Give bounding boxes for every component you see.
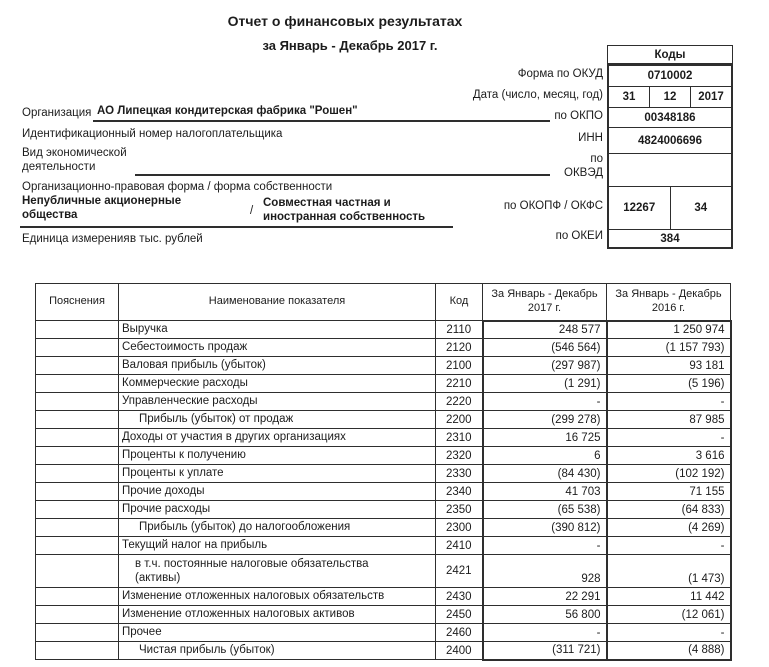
value-2016-cell: 1 250 974: [607, 321, 731, 339]
opf-value-line2: общества: [22, 209, 78, 221]
indicator-name-cell: [119, 393, 436, 411]
value-2017-cell: -: [483, 537, 607, 555]
table-row: [36, 624, 731, 642]
code-cell: 2421: [436, 555, 483, 588]
value-2017-cell: 22 291: [483, 588, 607, 606]
activity-underline: [135, 174, 550, 176]
opf-underline: [20, 226, 453, 228]
table-row: [36, 519, 731, 537]
table-row: [36, 537, 731, 555]
value-2016-cell: -: [607, 393, 731, 411]
table-row: [36, 429, 731, 447]
col-header-indicator: Наименование показателя: [119, 284, 436, 321]
label-inn: ИНН: [578, 132, 603, 144]
indicator-name: Текущий налог на прибыль: [122, 539, 268, 552]
value-2016-cell: 11 442: [607, 588, 731, 606]
table-row: [36, 339, 731, 357]
table-row: [36, 465, 731, 483]
code-cell: 2340: [436, 483, 483, 501]
explanation-cell: [36, 588, 119, 606]
table-row: [36, 642, 731, 660]
indicator-name-cell: [119, 483, 436, 501]
indicator-name: Проценты к получению: [122, 449, 246, 462]
label-organization: Организация: [22, 107, 92, 119]
value-2016-cell: (102 192): [607, 465, 731, 483]
value-2016-cell: 87 985: [607, 411, 731, 429]
organization-name: АО Липецкая кондитерская фабрика "Рошен": [97, 105, 358, 117]
explanation-cell: [36, 624, 119, 642]
code-cell: 2120: [436, 339, 483, 357]
results-table: [35, 283, 732, 661]
code-cell: 2410: [436, 537, 483, 555]
explanation-cell: [36, 501, 119, 519]
value-2016-cell: 93 181: [607, 357, 731, 375]
value-2016-cell: (4 888): [607, 642, 731, 660]
indicator-name-cell: [119, 624, 436, 642]
code-cell: 2430: [436, 588, 483, 606]
indicator-name-cell: [119, 339, 436, 357]
codes-box-header: Коды: [607, 45, 733, 64]
code-cell: 2110: [436, 321, 483, 339]
explanation-cell: [36, 519, 119, 537]
explanation-cell: [36, 447, 119, 465]
value-2016-cell: (1 157 793): [607, 339, 731, 357]
value-2016-cell: (5 196): [607, 375, 731, 393]
label-activity-line2: деятельности: [22, 161, 96, 173]
indicator-name: Чистая прибыль (убыток): [139, 644, 275, 657]
label-date: Дата (число, месяц, год): [472, 89, 603, 101]
value-2017-cell: (546 564): [483, 339, 607, 357]
codes-box-values: [607, 64, 733, 249]
label-unit: Единица измерения:: [22, 233, 133, 245]
explanation-cell: [36, 339, 119, 357]
table-body: [36, 321, 731, 660]
indicator-name-cell: [119, 375, 436, 393]
indicator-name: Прочее: [122, 626, 162, 639]
explanation-cell: [36, 357, 119, 375]
date-month-value: 12: [650, 87, 691, 107]
value-2017-cell: 56 800: [483, 606, 607, 624]
report-period-subtitle: за Январь - Декабрь 2017 г.: [262, 38, 438, 53]
value-2017-cell: 41 703: [483, 483, 607, 501]
indicator-name-cell: [119, 465, 436, 483]
indicator-name: Изменение отложенных налоговых активов: [122, 608, 355, 621]
indicator-name-cell: [119, 357, 436, 375]
indicator-name: Выручка: [122, 323, 168, 336]
label-okved-line1: по: [590, 153, 603, 165]
code-cell: 2300: [436, 519, 483, 537]
opf-value-line1: Непубличные акционерные: [22, 195, 182, 207]
explanation-cell: [36, 483, 119, 501]
table-row: [36, 555, 731, 588]
indicator-name: Проценты к уплате: [122, 467, 224, 480]
explanation-cell: [36, 537, 119, 555]
value-2017-cell: -: [483, 624, 607, 642]
okopf-value: 12267: [609, 187, 671, 229]
value-2017-cell: 6: [483, 447, 607, 465]
value-2016-cell: (1 473): [607, 555, 731, 588]
opf-ownership-separator: /: [250, 205, 254, 217]
value-2017-cell: 928: [483, 555, 607, 588]
value-2016-cell: (64 833): [607, 501, 731, 519]
code-cell: 2220: [436, 393, 483, 411]
code-cell: 2310: [436, 429, 483, 447]
explanation-cell: [36, 642, 119, 660]
label-okpo: по ОКПО: [554, 110, 603, 122]
code-cell: 2450: [436, 606, 483, 624]
col-header-period-2017: За Январь - Декабрь 2017 г.: [483, 284, 607, 321]
label-okopf-okfs: по ОКОПФ / ОКФС: [503, 200, 603, 212]
okved-value: [609, 154, 731, 187]
col-header-period-2016: За Январь - Декабрь 2016 г.: [607, 284, 731, 321]
explanation-cell: [36, 555, 119, 588]
label-opf-form: Организационно-правовая форма / форма собственности: [22, 181, 333, 193]
table-row: [36, 411, 731, 429]
label-okved-line2: ОКВЭД: [564, 167, 603, 179]
okpo-value: 00348186: [609, 108, 731, 128]
indicator-name-cell: [119, 588, 436, 606]
value-2016-cell: -: [607, 624, 731, 642]
table-row: [36, 501, 731, 519]
unit-value: в тыс. рублей: [130, 233, 203, 245]
date-year-value: 2017: [698, 91, 724, 103]
okei-value: 384: [660, 232, 680, 245]
table-row: [36, 357, 731, 375]
value-2016-cell: -: [607, 537, 731, 555]
table-row: [36, 606, 731, 624]
indicator-name: в т.ч. постоянные налоговые обязательства (активы): [135, 557, 369, 584]
inn-value: 4824006696: [609, 128, 731, 154]
value-2017-cell: (299 278): [483, 411, 607, 429]
col-header-code: Код: [436, 284, 483, 321]
value-2017-cell: 248 577: [483, 321, 607, 339]
indicator-name: Прочие доходы: [122, 485, 205, 498]
value-2017-cell: -: [483, 393, 607, 411]
value-2017-cell: (84 430): [483, 465, 607, 483]
indicator-name-cell: [119, 447, 436, 465]
explanation-cell: [36, 606, 119, 624]
indicator-name: Доходы от участия в других организациях: [122, 431, 346, 444]
value-2017-cell: (1 291): [483, 375, 607, 393]
table-row: [36, 375, 731, 393]
indicator-name-cell: [119, 411, 436, 429]
code-cell: 2320: [436, 447, 483, 465]
value-2016-cell: (4 269): [607, 519, 731, 537]
code-cell: 2400: [436, 642, 483, 660]
value-2017-cell: (65 538): [483, 501, 607, 519]
date-day-value: 31: [609, 87, 650, 107]
date-value-row: [609, 87, 731, 108]
label-form-okud: Форма по ОКУД: [517, 68, 603, 80]
value-2017-cell: (297 987): [483, 357, 607, 375]
indicator-name-cell: [119, 321, 436, 339]
explanation-cell: [36, 375, 119, 393]
organization-underline: [93, 120, 550, 122]
value-2017-cell: 16 725: [483, 429, 607, 447]
code-cell: 2460: [436, 624, 483, 642]
table-row: [36, 447, 731, 465]
table-row: [36, 321, 731, 339]
okfs-value: 34: [694, 202, 708, 214]
value-2017-cell: (390 812): [483, 519, 607, 537]
indicator-name-cell: [119, 501, 436, 519]
label-activity-line1: Вид экономической: [22, 147, 127, 159]
indicator-name: Себестоимость продаж: [122, 341, 248, 354]
indicator-name: Прочие расходы: [122, 503, 211, 516]
indicator-name: Прибыль (убыток) до налогообложения: [139, 521, 351, 534]
ownership-value-line1: Совместная частная и: [263, 197, 391, 209]
table-header-row: [36, 284, 731, 321]
table-row: [36, 588, 731, 606]
ownership-value-line2: иностранная собственность: [263, 211, 426, 223]
code-cell: 2200: [436, 411, 483, 429]
explanation-cell: [36, 411, 119, 429]
explanation-cell: [36, 429, 119, 447]
value-2016-cell: -: [607, 429, 731, 447]
codes-box: [607, 45, 733, 249]
label-okei: по ОКЕИ: [555, 230, 603, 242]
value-2016-cell: 3 616: [607, 447, 731, 465]
value-2016-cell: (12 061): [607, 606, 731, 624]
code-cell: 2210: [436, 375, 483, 393]
value-2017-cell: (311 721): [483, 642, 607, 660]
code-cell: 2330: [436, 465, 483, 483]
explanation-cell: [36, 321, 119, 339]
col-header-explanations: Пояснения: [36, 284, 119, 321]
label-taxpayer-id: Идентификационный номер налогоплательщика: [22, 128, 283, 140]
indicator-name: Управленческие расходы: [122, 395, 258, 408]
indicator-name: Прибыль (убыток) от продаж: [139, 413, 294, 426]
explanation-cell: [36, 465, 119, 483]
okud-value: 0710002: [609, 66, 731, 87]
indicator-name-cell: [119, 555, 436, 588]
indicator-name: Валовая прибыль (убыток): [122, 359, 266, 372]
code-cell: 2350: [436, 501, 483, 519]
indicator-name-cell: [119, 519, 436, 537]
indicator-name-cell: [119, 606, 436, 624]
report-title: Отчет о финансовых результатах: [227, 13, 463, 29]
indicator-name-cell: [119, 537, 436, 555]
explanation-cell: [36, 393, 119, 411]
indicator-name-cell: [119, 429, 436, 447]
table-row: [36, 393, 731, 411]
indicator-name-cell: [119, 642, 436, 660]
indicator-name: Коммерческие расходы: [122, 377, 248, 390]
code-cell: 2100: [436, 357, 483, 375]
table-row: [36, 483, 731, 501]
okopf-okfs-row: [609, 187, 731, 230]
indicator-name: Изменение отложенных налоговых обязательств: [122, 590, 385, 603]
value-2016-cell: 71 155: [607, 483, 731, 501]
